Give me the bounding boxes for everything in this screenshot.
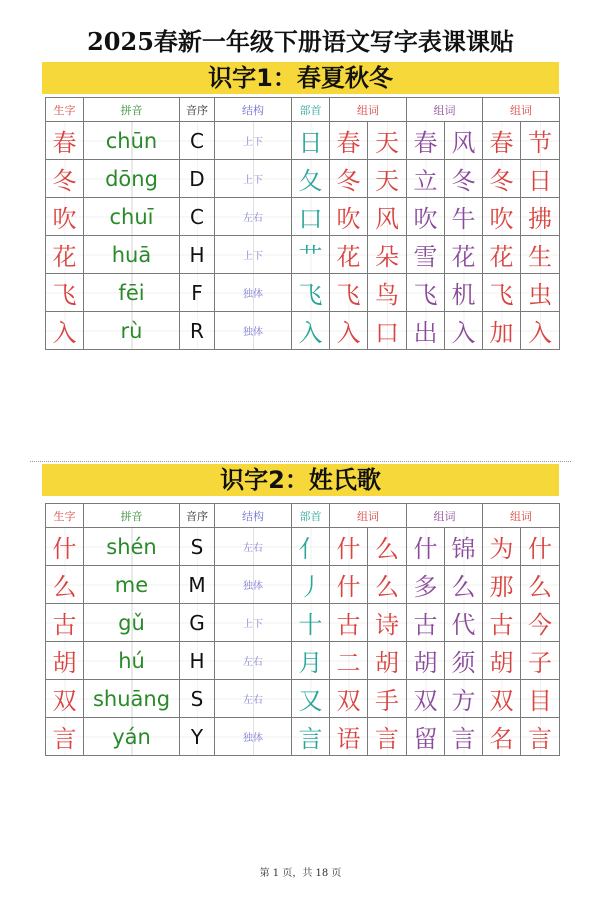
word3-char2: 什 [521,528,560,566]
word1-char1: 春 [330,122,368,160]
header-zuci1: 组词 [330,504,407,528]
bushou-cell: 艹 [292,236,330,274]
word1-char2: 么 [368,566,407,604]
header-jiegou: 结构 [215,504,292,528]
jiegou-cell: 独体 [215,718,292,756]
shengzi-cell: 言 [46,718,84,756]
character-table-1 [45,97,560,350]
word1-char1: 花 [330,236,368,274]
word3-char1: 胡 [483,642,521,680]
yinxu-cell: M [180,566,215,604]
jiegou-cell: 独体 [215,312,292,350]
header-jiegou: 结构 [215,98,292,122]
jiegou-cell: 独体 [215,566,292,604]
table-row [46,680,560,718]
word3-char2: 么 [521,566,560,604]
bushou-cell: 又 [292,680,330,718]
pinyin-cell: dōng [84,160,180,198]
yinxu-cell: S [180,680,215,718]
word3-char2: 节 [521,122,560,160]
word3-char1: 飞 [483,274,521,312]
jiegou-cell: 上下 [215,160,292,198]
shengzi-cell: 花 [46,236,84,274]
shengzi-cell: 胡 [46,642,84,680]
page-footer: 第 1 页，共 18 页 [259,868,342,879]
pinyin-cell: fēi [84,274,180,312]
word1-char2: 口 [368,312,407,350]
pinyin-cell: huā [84,236,180,274]
word1-char1: 古 [330,604,368,642]
shengzi-cell: 飞 [46,274,84,312]
word1-char2: 风 [368,198,407,236]
word1-char1: 冬 [330,160,368,198]
word3-char2: 日 [521,160,560,198]
header-yinxu: 音序 [180,504,215,528]
word3-char1: 吹 [483,198,521,236]
bushou-cell: 口 [292,198,330,236]
bushou-cell: 亻 [292,528,330,566]
header-zuci2: 组词 [407,98,483,122]
yinxu-cell: F [180,274,215,312]
header-zuci3: 组词 [483,504,560,528]
yinxu-cell: D [180,160,215,198]
table-row [46,312,560,350]
word2-char1: 多 [407,566,445,604]
pinyin-cell: rù [84,312,180,350]
word1-char2: 么 [368,528,407,566]
word2-char2: 方 [445,680,483,718]
yinxu-cell: H [180,236,215,274]
bushou-cell: 日 [292,122,330,160]
shengzi-cell: 双 [46,680,84,718]
word2-char2: 代 [445,604,483,642]
header-zuci1: 组词 [330,98,407,122]
header-pinyin: 拼音 [84,504,180,528]
word3-char1: 古 [483,604,521,642]
word1-char2: 朵 [368,236,407,274]
table-row [46,160,560,198]
word2-char1: 双 [407,680,445,718]
word3-char2: 拂 [521,198,560,236]
word1-char1: 双 [330,680,368,718]
yinxu-cell: R [180,312,215,350]
pinyin-cell: chuī [84,198,180,236]
word3-char1: 那 [483,566,521,604]
pinyin-cell: shuāng [84,680,180,718]
pinyin-cell: shén [84,528,180,566]
word2-char2: 牛 [445,198,483,236]
bushou-cell: 月 [292,642,330,680]
word3-char2: 目 [521,680,560,718]
word2-char1: 春 [407,122,445,160]
word2-char1: 胡 [407,642,445,680]
bushou-cell: 言 [292,718,330,756]
shengzi-cell: 冬 [46,160,84,198]
word2-char1: 什 [407,528,445,566]
word3-char1: 为 [483,528,521,566]
word1-char2: 言 [368,718,407,756]
header-row [46,98,560,122]
word3-char2: 言 [521,718,560,756]
header-shengzi: 生字 [46,504,84,528]
table-row [46,642,560,680]
bushou-cell: 丿 [292,566,330,604]
word2-char2: 花 [445,236,483,274]
yinxu-cell: C [180,198,215,236]
jiegou-cell: 左右 [215,642,292,680]
word3-char1: 冬 [483,160,521,198]
jiegou-cell: 独体 [215,274,292,312]
word1-char2: 天 [368,122,407,160]
word2-char1: 留 [407,718,445,756]
shengzi-cell: 么 [46,566,84,604]
word3-char2: 今 [521,604,560,642]
section-heading-1: 识字1：春夏秋冬 [42,62,559,94]
word2-char2: 机 [445,274,483,312]
jiegou-cell: 上下 [215,122,292,160]
bushou-cell: 入 [292,312,330,350]
pinyin-cell: yán [84,718,180,756]
section-divider [30,461,571,462]
jiegou-cell: 上下 [215,604,292,642]
word2-char2: 锦 [445,528,483,566]
word1-char2: 鸟 [368,274,407,312]
yinxu-cell: C [180,122,215,160]
yinxu-cell: S [180,528,215,566]
shengzi-cell: 古 [46,604,84,642]
shengzi-cell: 什 [46,528,84,566]
word3-char1: 双 [483,680,521,718]
section-heading-2: 识字2：姓氏歌 [42,464,559,496]
word2-char2: 么 [445,566,483,604]
pinyin-cell: me [84,566,180,604]
word2-char1: 雪 [407,236,445,274]
table-row [46,718,560,756]
jiegou-cell: 左右 [215,198,292,236]
header-bushou: 部首 [292,504,330,528]
jiegou-cell: 左右 [215,680,292,718]
pinyin-cell: chūn [84,122,180,160]
header-yinxu: 音序 [180,98,215,122]
word2-char1: 立 [407,160,445,198]
word2-char2: 冬 [445,160,483,198]
shengzi-cell: 春 [46,122,84,160]
page-title: 2025春新一年级下册语文写字表课课贴 [87,27,514,56]
word3-char2: 虫 [521,274,560,312]
word1-char2: 天 [368,160,407,198]
word1-char2: 诗 [368,604,407,642]
word2-char2: 须 [445,642,483,680]
word3-char1: 春 [483,122,521,160]
table-row [46,198,560,236]
word1-char1: 什 [330,528,368,566]
bushou-cell: 飞 [292,274,330,312]
word3-char1: 名 [483,718,521,756]
word1-char1: 入 [330,312,368,350]
pinyin-cell: hú [84,642,180,680]
word3-char2: 入 [521,312,560,350]
word3-char1: 加 [483,312,521,350]
word1-char1: 语 [330,718,368,756]
yinxu-cell: H [180,642,215,680]
word2-char1: 吹 [407,198,445,236]
header-pinyin: 拼音 [84,98,180,122]
shengzi-cell: 吹 [46,198,84,236]
word2-char2: 风 [445,122,483,160]
word2-char1: 飞 [407,274,445,312]
word1-char2: 胡 [368,642,407,680]
word2-char1: 出 [407,312,445,350]
header-shengzi: 生字 [46,98,84,122]
jiegou-cell: 左右 [215,528,292,566]
table-row [46,566,560,604]
word1-char2: 手 [368,680,407,718]
word1-char1: 飞 [330,274,368,312]
word3-char2: 生 [521,236,560,274]
word2-char1: 古 [407,604,445,642]
bushou-cell: 十 [292,604,330,642]
table-row [46,122,560,160]
word1-char1: 二 [330,642,368,680]
bushou-cell: 夂 [292,160,330,198]
header-bushou: 部首 [292,98,330,122]
shengzi-cell: 入 [46,312,84,350]
character-table-2 [45,503,560,756]
word3-char1: 花 [483,236,521,274]
word2-char2: 入 [445,312,483,350]
header-zuci2: 组词 [407,504,483,528]
yinxu-cell: G [180,604,215,642]
yinxu-cell: Y [180,718,215,756]
pinyin-cell: gǔ [84,604,180,642]
header-row [46,504,560,528]
word3-char2: 子 [521,642,560,680]
word1-char1: 什 [330,566,368,604]
header-zuci3: 组词 [483,98,560,122]
word1-char1: 吹 [330,198,368,236]
table-row [46,604,560,642]
table-row [46,236,560,274]
table-row [46,528,560,566]
jiegou-cell: 上下 [215,236,292,274]
table-row [46,274,560,312]
word2-char2: 言 [445,718,483,756]
